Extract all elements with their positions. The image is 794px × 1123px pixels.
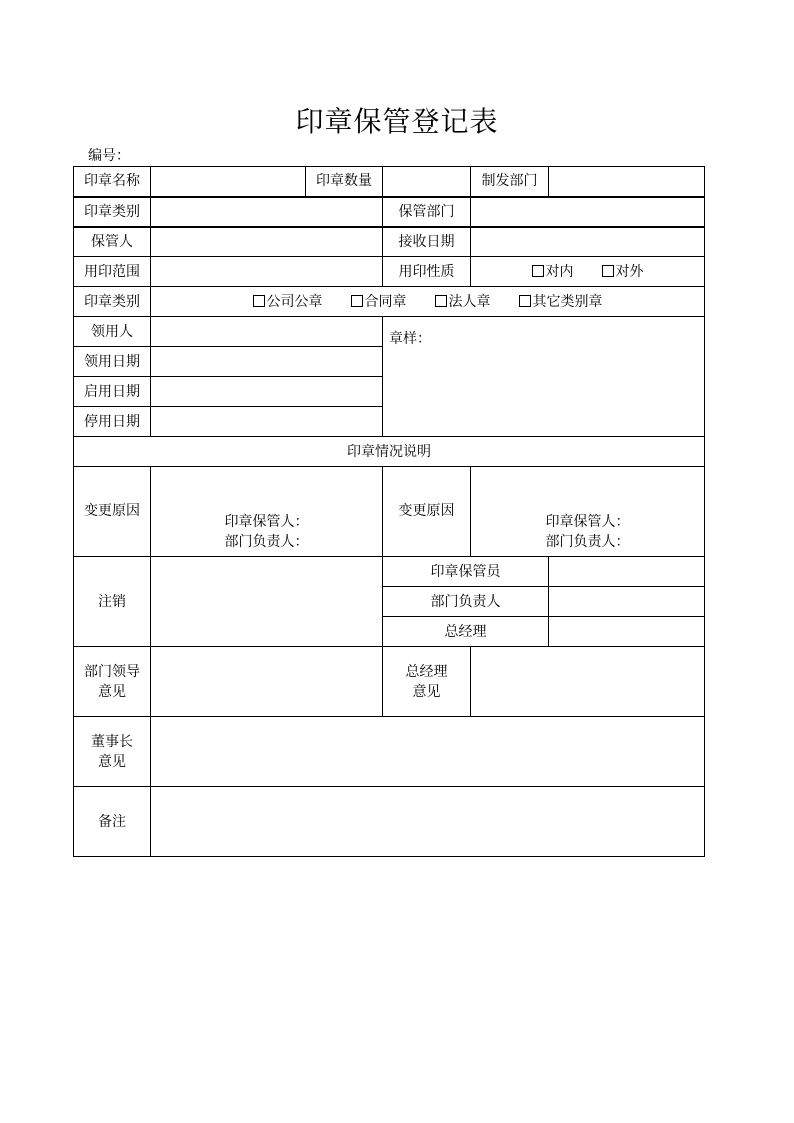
gm-opinion-line2: 意见 <box>412 683 441 700</box>
serial-number-label: 编号： <box>88 148 130 164</box>
dept-head-field[interactable] <box>549 587 705 617</box>
option-external-label: 对外 <box>615 263 644 280</box>
dept-leader-opinion-label <box>74 647 151 717</box>
dept-leader-opinion-line1: 部门领导 <box>84 663 140 680</box>
dept-leader-opinion-line2: 意见 <box>98 683 126 700</box>
remarks-label: 备注 <box>74 787 151 857</box>
option-internal-label: 对内 <box>545 263 574 280</box>
checkbox-icon[interactable] <box>351 295 363 307</box>
checkbox-icon[interactable] <box>532 265 544 277</box>
dept-head-signature-label: 部门负责人： <box>224 533 309 550</box>
change-reason-right-field[interactable] <box>471 467 705 557</box>
option-external[interactable] <box>602 262 644 282</box>
usage-scope-label: 用印范围 <box>74 257 151 287</box>
custodian-field[interactable] <box>151 227 383 257</box>
cancel-label: 注销 <box>74 557 151 647</box>
option-legal-person-seal[interactable] <box>435 292 491 312</box>
seal-name-field[interactable] <box>151 167 306 197</box>
receive-use-date-field[interactable] <box>151 347 383 377</box>
recipient-label: 领用人 <box>74 317 151 347</box>
seal-name-label: 印章名称 <box>74 167 151 197</box>
seal-sample-label: 章样： <box>389 331 431 347</box>
seal-quantity-field[interactable] <box>383 167 471 197</box>
chairman-opinion-field[interactable] <box>151 717 705 787</box>
custodian-signature-label: 印章保管人： <box>224 513 309 530</box>
situation-header: 印章情况说明 <box>74 437 705 467</box>
custodian-signature-label: 印章保管人： <box>545 513 630 530</box>
issuing-dept-field[interactable] <box>549 167 705 197</box>
seal-keeper-label: 印章保管员 <box>383 557 549 587</box>
seal-category-label: 印章类别 <box>74 197 151 227</box>
option-other-seal[interactable] <box>519 292 603 312</box>
custody-dept-field[interactable] <box>471 197 705 227</box>
stop-date-label: 停用日期 <box>74 407 151 437</box>
custody-dept-label: 保管部门 <box>383 197 471 227</box>
option-legal-person-seal-label: 法人章 <box>448 293 491 310</box>
dept-head-label: 部门负责人 <box>383 587 549 617</box>
usage-nature-label: 用印性质 <box>383 257 471 287</box>
change-reason-right-label: 变更原因 <box>383 467 471 557</box>
issuing-dept-label: 制发部门 <box>471 167 549 197</box>
remarks-field[interactable] <box>151 787 705 857</box>
gm-opinion-line1: 总经理 <box>405 663 448 680</box>
option-contract-seal-label: 合同章 <box>364 293 407 310</box>
start-date-field[interactable] <box>151 377 383 407</box>
receive-date-field[interactable] <box>471 227 705 257</box>
seal-category2-label: 印章类别 <box>74 287 151 317</box>
option-internal[interactable] <box>532 262 574 282</box>
stop-date-field[interactable] <box>151 407 383 437</box>
seal-category-options <box>151 287 705 317</box>
usage-nature-options <box>471 257 705 287</box>
general-manager-field[interactable] <box>549 617 705 647</box>
usage-scope-field[interactable] <box>151 257 383 287</box>
cancel-field[interactable] <box>151 557 383 647</box>
change-reason-left-label: 变更原因 <box>74 467 151 557</box>
start-date-label: 启用日期 <box>74 377 151 407</box>
seal-category-field[interactable] <box>151 197 383 227</box>
general-manager-label: 总经理 <box>383 617 549 647</box>
gm-opinion-field[interactable] <box>471 647 705 717</box>
seal-quantity-label: 印章数量 <box>306 167 383 197</box>
option-company-seal-label: 公司公章 <box>266 293 323 310</box>
checkbox-icon[interactable] <box>602 265 614 277</box>
checkbox-icon[interactable] <box>435 295 447 307</box>
receive-use-date-label: 领用日期 <box>74 347 151 377</box>
chairman-opinion-label <box>74 717 151 787</box>
option-contract-seal[interactable] <box>351 292 407 312</box>
chairman-opinion-line1: 董事长 <box>91 733 133 750</box>
checkbox-icon[interactable] <box>519 295 531 307</box>
dept-head-signature-label: 部门负责人： <box>545 533 630 550</box>
dept-leader-opinion-field[interactable] <box>151 647 383 717</box>
seal-sample-area[interactable] <box>383 317 705 437</box>
checkbox-icon[interactable] <box>253 295 265 307</box>
seal-custody-form <box>73 166 705 857</box>
gm-opinion-label <box>383 647 471 717</box>
option-company-seal[interactable] <box>253 292 323 312</box>
receive-date-label: 接收日期 <box>383 227 471 257</box>
option-other-seal-label: 其它类别章 <box>532 293 603 310</box>
document-title: 印章保管登记表 <box>295 105 499 138</box>
seal-keeper-field[interactable] <box>549 557 705 587</box>
change-reason-left-field[interactable] <box>151 467 383 557</box>
recipient-field[interactable] <box>151 317 383 347</box>
chairman-opinion-line2: 意见 <box>98 753 126 770</box>
custodian-label: 保管人 <box>74 227 151 257</box>
